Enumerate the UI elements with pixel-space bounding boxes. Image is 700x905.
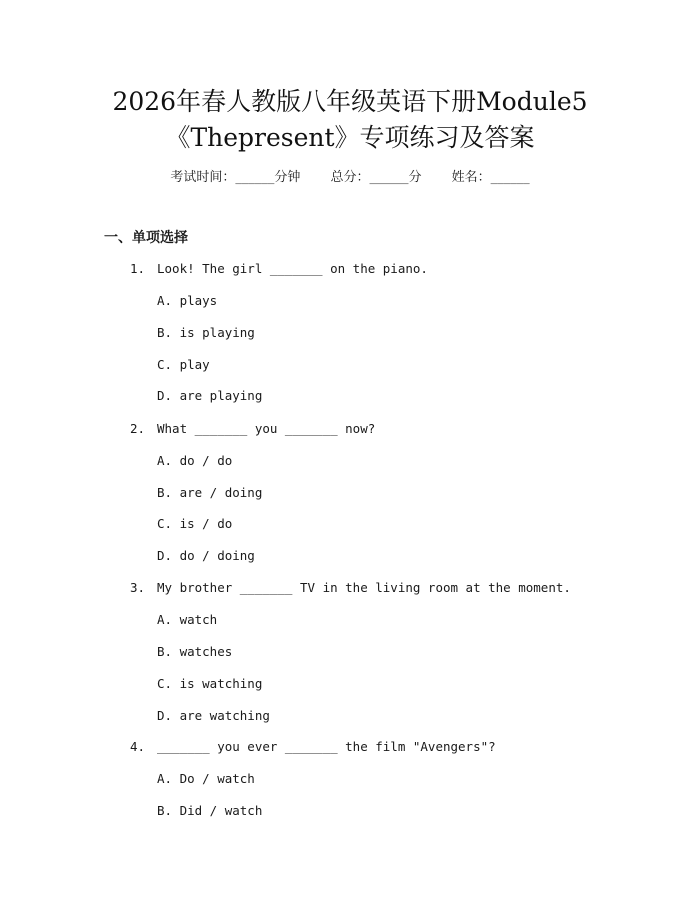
option-b: B. watches: [157, 644, 233, 659]
option-a: A. plays: [157, 293, 218, 308]
exam-time-field: 考试时间：______分钟: [170, 170, 301, 185]
document-title-line2: 《Thepresent》专项练习及答案: [165, 123, 535, 152]
exam-score-field: 总分：______分: [330, 170, 422, 185]
option-c: C. play: [157, 357, 210, 372]
question-text: _______ you ever _______ the film "Avengers"?: [157, 739, 496, 754]
option-d: D. are watching: [157, 708, 270, 723]
option-b: B. are / doing: [157, 485, 263, 500]
question-number: 2.: [130, 421, 146, 436]
section-heading: 一、单项选择: [104, 230, 188, 246]
exam-meta: [0, 168, 700, 188]
question-text: Look! The girl _______ on the piano.: [157, 261, 428, 276]
question-number: 4.: [130, 739, 146, 754]
question-number: 1.: [130, 261, 146, 276]
option-d: D. do / doing: [157, 548, 255, 563]
option-a: A. watch: [157, 612, 218, 627]
option-d: D. are playing: [157, 388, 263, 403]
option-a: A. do / do: [157, 453, 233, 468]
option-a: A. Do / watch: [157, 771, 255, 786]
question-text: What _______ you _______ now?: [157, 421, 376, 436]
document-title-line1: 2026年春人教版八年级英语下册Module5: [112, 87, 588, 116]
option-b: B. Did / watch: [157, 803, 263, 818]
question-number: 3.: [130, 580, 146, 595]
option-b: B. is playing: [157, 325, 255, 340]
option-c: C. is / do: [157, 516, 233, 531]
option-c: C. is watching: [157, 676, 263, 691]
exam-name-field: 姓名：______: [451, 170, 530, 185]
question-text: My brother _______ TV in the living room at the moment.: [157, 580, 571, 595]
